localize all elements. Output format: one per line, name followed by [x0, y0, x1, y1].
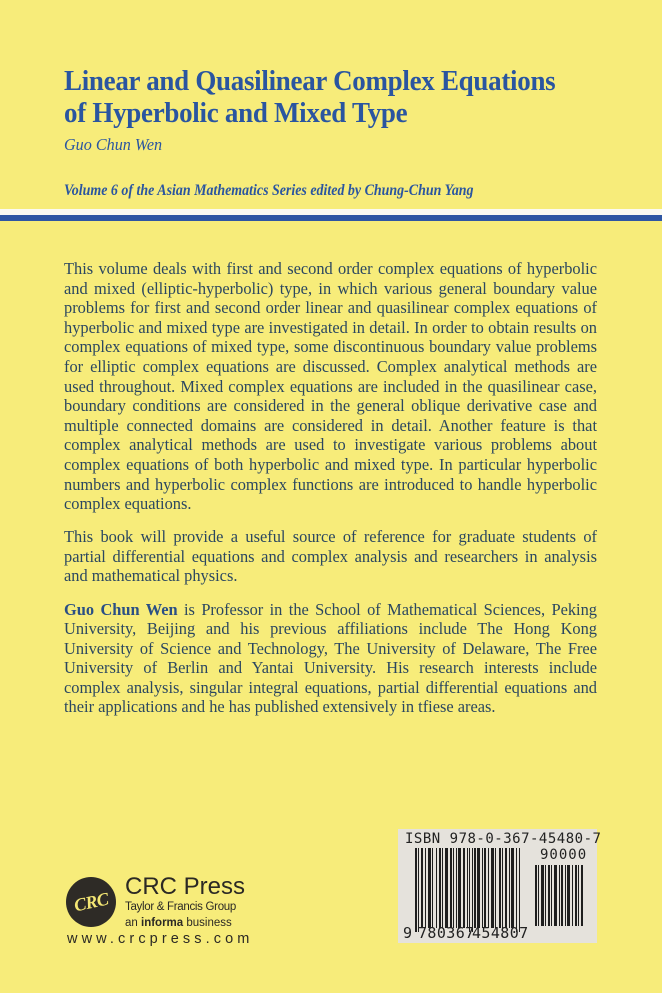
publisher-name: CRC Press [125, 873, 246, 900]
series-note: Volume 6 of the Asian Mathematics Series edited by Chung-Chun Yang [64, 182, 474, 199]
price-addon-label: 90000 [540, 847, 588, 863]
divider-blue [0, 215, 662, 221]
isbn-label: ISBN 978-0-367-45480-7 [405, 831, 602, 847]
publisher-group: Taylor & Francis Group [125, 901, 236, 913]
publisher-tagline [125, 916, 232, 930]
barcode-digits-right: 454807 [472, 924, 529, 942]
book-title [64, 65, 613, 129]
author-name: Guo Chun Wen [64, 135, 163, 154]
blurb [64, 259, 597, 731]
author-bio [64, 600, 597, 718]
tagline-prefix: an [125, 917, 141, 929]
tagline-brand: informa [141, 917, 184, 929]
author-bio-name: Guo Chun Wen [64, 599, 178, 619]
crc-logo-text: CRC [71, 888, 110, 915]
book-title-line-1: Linear and Quasilinear Complex Equations [64, 65, 556, 97]
crc-logo-icon [66, 877, 116, 927]
barcode-main-bars [415, 848, 526, 928]
blurb-paragraph-2: This book will provide a useful source of reference for graduate students of partial differential equations and complex analysis and researchers in analysis and mathematical physics. [64, 527, 597, 586]
blurb-paragraph-1: This volume deals with first and second order complex equations of hyperbolic and mixed (elliptic-hyperbolic) type, in which various general boundary value problems for first and second order linear and quasilinear complex equations of hyperbolic and mixed type are investigated in detail. In order to obtain results on complex equations of mixed type, some discontinuous boundary value problems for elliptic complex equations are discussed. Complex analytical methods are used throughout. Mixed complex equations are included in the quasilinear case, boundary conditions are considered in the general oblique derivative case and multiple connected domains are considered in detail. Another feature is that complex analytical methods are used to investigate various problems about complex equations of both hyperbolic and mixed type. In particular hyperbolic numbers and hyperbolic complex functions are introduced to handle hyperbolic complex equations. [64, 259, 597, 514]
publisher-url: www.crcpress.com [67, 931, 254, 947]
tagline-suffix: business [183, 917, 232, 929]
author-bio-text: is Professor in the School of Mathematical Sciences, Peking University, Beijing and his previous affiliations include The Hong Kong University of Science and Technology, The University of Delaware, The Free University of Berlin and Yantai University. His research interests include complex analysis, singular integral equations, partial differential equations and their applications and he has published extensively in tfiese areas. [64, 599, 597, 717]
book-title-line-2: of Hyperbolic and Mixed Type [64, 97, 408, 129]
barcode-lead-digit: 9 [403, 924, 413, 942]
barcode-digits-left: 780367 [418, 924, 475, 942]
barcode-addon-bars [535, 865, 593, 926]
